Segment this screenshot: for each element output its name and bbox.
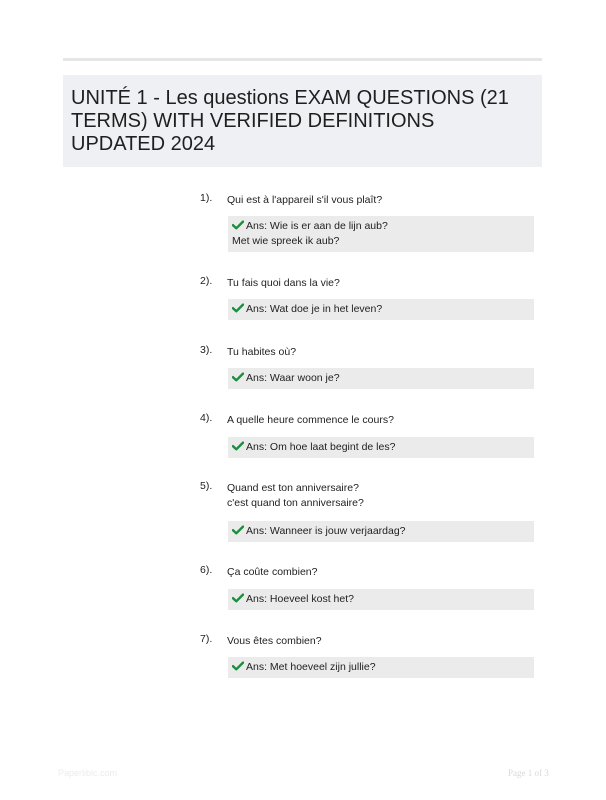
answer-text: Ans: Om hoe laat begint de les? xyxy=(246,441,396,453)
question-text: Qui est à l'appareil s'il vous plaît? xyxy=(227,194,383,206)
question-text: Vous êtes combien? xyxy=(227,635,322,647)
answer-box xyxy=(228,216,534,252)
item-number: 2). xyxy=(200,275,213,287)
item-number: 1). xyxy=(200,192,213,204)
page-number: Page 1 of 3 xyxy=(508,768,549,778)
answer-text: Ans: Wanneer is jouw verjaardag? xyxy=(246,525,406,537)
answer-box xyxy=(228,368,534,389)
answer-text: Ans: Wie is er aan de lijn aub? xyxy=(246,220,388,232)
answer-box xyxy=(228,299,534,320)
answer-box xyxy=(228,657,534,678)
check-icon xyxy=(232,661,244,671)
answer-text-continued: Met wie spreek ik aub? xyxy=(232,235,340,247)
item-number: 5). xyxy=(200,480,213,492)
check-icon xyxy=(232,372,244,382)
item-number: 6). xyxy=(200,564,213,576)
top-divider xyxy=(63,58,542,61)
item-number: 3). xyxy=(200,344,213,356)
item-number: 4). xyxy=(200,412,213,424)
answer-box xyxy=(228,589,534,610)
answer-text: Ans: Met hoeveel zijn jullie? xyxy=(246,661,376,673)
answer-text: Ans: Hoeveel kost het? xyxy=(246,593,354,605)
answer-box xyxy=(228,521,534,542)
answer-text: Ans: Waar woon je? xyxy=(246,372,340,384)
check-icon xyxy=(232,525,244,535)
title-banner xyxy=(63,75,542,167)
item-number: 7). xyxy=(200,633,213,645)
answer-box xyxy=(228,437,534,458)
question-text: Tu habites où? xyxy=(227,346,297,358)
question-text: Tu fais quoi dans la vie? xyxy=(227,277,340,289)
question-text: Quand est ton anniversaire? c'est quand ton anniversaire? xyxy=(227,482,364,509)
question-text: Ça coûte combien? xyxy=(227,566,318,578)
answer-text: Ans: Wat doe je in het leven? xyxy=(246,303,383,315)
question-text: A quelle heure commence le cours? xyxy=(227,414,394,426)
check-icon xyxy=(232,220,244,230)
check-icon xyxy=(232,303,244,313)
check-icon xyxy=(232,441,244,451)
check-icon xyxy=(232,593,244,603)
document-title: UNITÉ 1 - Les questions EXAM QUESTIONS (21 TERMS) WITH VERIFIED DEFINITIONS UPDATED 2024 xyxy=(71,87,509,155)
footer-watermark: Paperlibic.com xyxy=(58,768,118,778)
